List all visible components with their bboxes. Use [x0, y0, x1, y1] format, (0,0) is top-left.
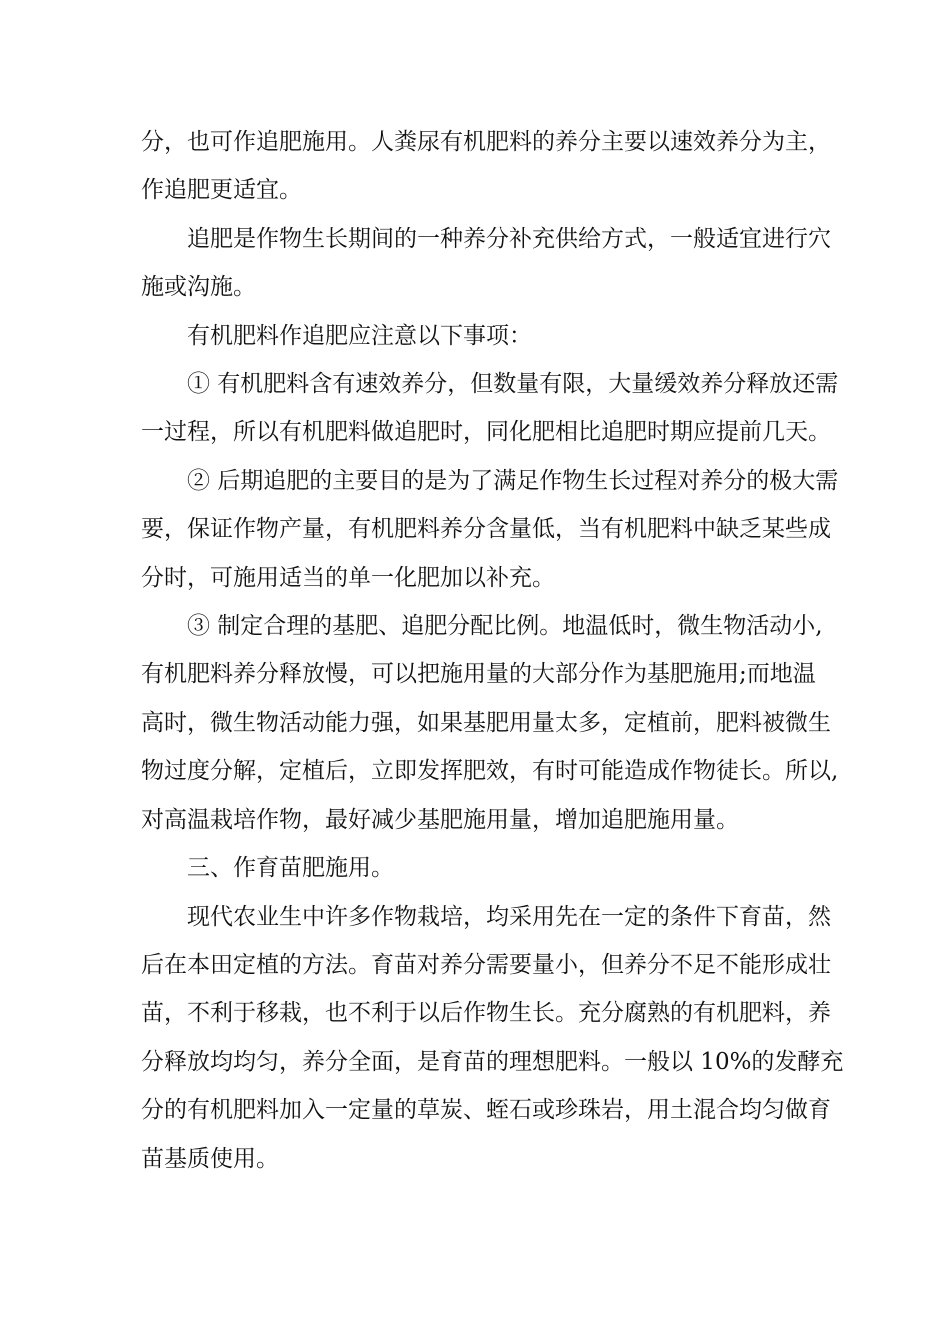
text-line: 分，也可作追肥施用。人粪尿有机肥料的养分主要以速效养分为主， [141, 129, 831, 155]
text-line: 有机肥料养分释放慢，可以把施用量的大部分作为基肥施用;而地温 [141, 661, 816, 688]
text-line: 有机肥料作追肥应注意以下事项： [187, 322, 532, 349]
text-line: 要，保证作物产量，有机肥料养分含量低，当有机肥料中缺乏某些成 [141, 516, 831, 543]
text-line: 三、作育苗肥施用。 [187, 855, 394, 882]
text-line: 作追肥更适宜。 [141, 177, 302, 204]
paragraph-item-2 [141, 457, 839, 602]
paragraph-item-1 [141, 360, 839, 457]
text-line: 高时，微生物活动能力强，如果基肥用量太多，定植前，肥料被微生 [141, 709, 831, 736]
text-line: 对高温栽培作物，最好减少基肥施用量，增加追肥施用量。 [141, 806, 739, 833]
text-line: 后在本田定植的方法。育苗对养分需要量小，但养分不足不能形成壮 [141, 951, 831, 978]
text-line: 物过度分解，定植后，立即发挥肥效，有时可能造成作物徒长。所以, [141, 758, 839, 785]
paragraph-topdressing-definition [141, 215, 831, 312]
text-line: 施或沟施。 [141, 274, 256, 301]
text-line: 苗基质使用。 [141, 1145, 279, 1172]
text-line: 现代农业生中许多作物栽培，均采用先在一定的条件下育苗，然 [187, 903, 831, 930]
text-line: ② 后期追肥的主要目的是为了满足作物生长过程对养分的极大需 [187, 467, 839, 494]
paragraph-item-3 [141, 602, 839, 844]
text-line: 分时，可施用适当的单一化肥加以补充。 [141, 564, 555, 591]
text-line: ① 有机肥料含有速效养分，但数量有限，大量缓效养分释放还需 [187, 371, 839, 398]
text-line: 苗，不利于移栽，也不利于以后作物生长。充分腐熟的有机肥料，养 [141, 1000, 831, 1027]
text-line: 分的有机肥料加入一定量的草炭、蛭石或珍珠岩，用土混合均匀做育 [141, 1097, 831, 1124]
paragraph-continuation [141, 118, 831, 215]
paragraph-seedling [141, 893, 844, 1183]
text-line: 追肥是作物生长期间的一种养分补充供给方式，一般适宜进行穴 [187, 225, 831, 252]
text-line: 分释放均均匀，养分全面，是育苗的理想肥料。一般以 10%的发酵充 [141, 1048, 844, 1075]
text-line: 一过程，所以有机肥料做追肥时，同化肥相比追肥时期应提前几天。 [141, 419, 831, 446]
text-line: ③ 制定合理的基肥、追肥分配比例。地温低时，微生物活动小, [187, 613, 823, 640]
paragraph-precautions-heading [141, 312, 821, 360]
body-text [141, 118, 844, 1183]
section-heading-seedling [141, 844, 821, 892]
